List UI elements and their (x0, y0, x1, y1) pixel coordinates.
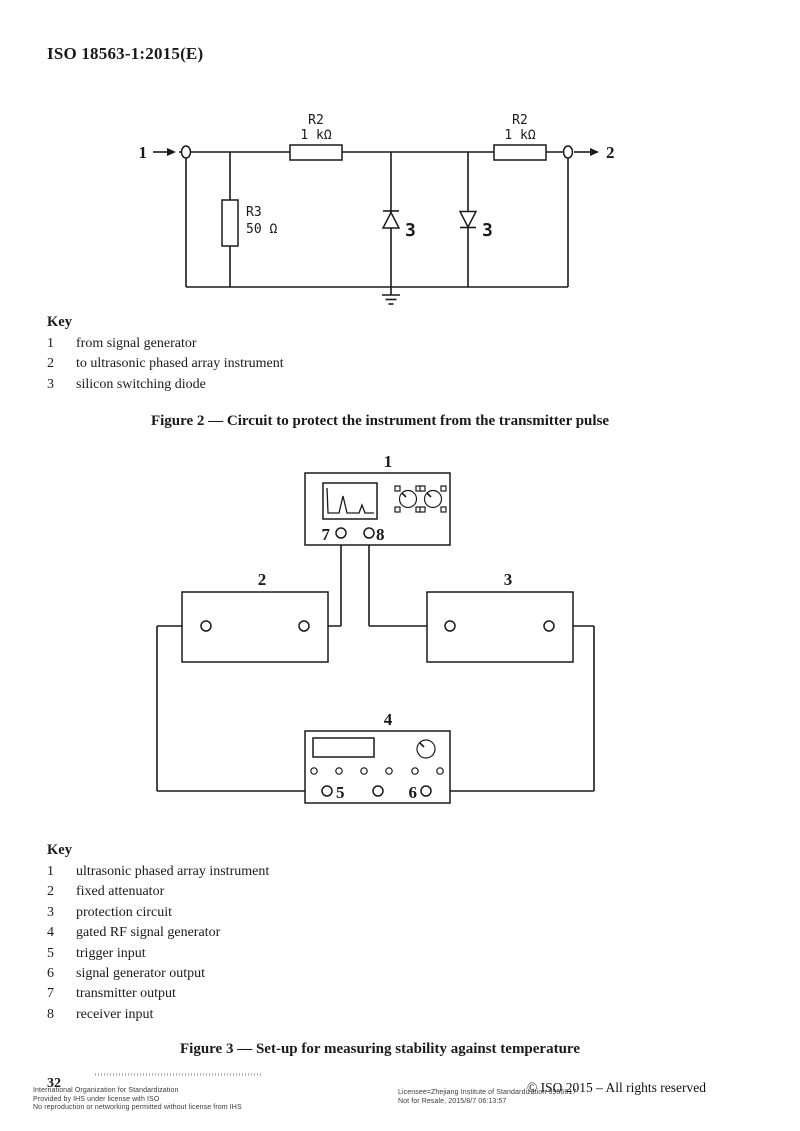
key-title: Key (47, 842, 72, 858)
callout-conn7: 7 (321, 525, 330, 544)
callout-conn5: 5 (336, 783, 345, 802)
r3-value-label: 50 Ω (246, 222, 278, 237)
callout-box1: 1 (383, 452, 393, 471)
figure3-caption: Figure 3 — Set-up for measuring stability against temperature (180, 1041, 580, 1057)
circuit-wires (153, 148, 599, 287)
callout-box2: 2 (257, 570, 267, 589)
protection-left-terminal (445, 621, 455, 631)
transmitter-output-terminal (336, 528, 346, 538)
document-header: ISO 18563-1:2015(E) (47, 44, 204, 63)
generator-middle-terminal (373, 786, 383, 796)
footer-line: Licensee=Zhejiang Institute of Standardization 5956617 (398, 1089, 577, 1096)
generator-display (313, 738, 374, 757)
key-item: 8 receiver input (47, 1006, 154, 1022)
r3-name-label: R3 (246, 205, 262, 220)
input-terminal (182, 146, 191, 158)
key-item: 1 from signal generator (47, 336, 197, 351)
receiver-input-terminal (364, 528, 374, 538)
trigger-input-terminal (322, 786, 332, 796)
key-item: 3 silicon switching diode (47, 376, 206, 392)
callout-3a: 3 (405, 220, 416, 241)
footer-left-block (33, 1087, 242, 1113)
attenuator-box (182, 592, 328, 662)
callout-conn8: 8 (376, 525, 385, 544)
footer-line: Provided by IHS under license with ISO (33, 1095, 160, 1103)
footer-line: International Organization for Standardization (33, 1087, 179, 1094)
key-item: 3 protection circuit (47, 904, 173, 920)
input-arrow-icon (167, 148, 176, 156)
r2a-value-label: 1 kΩ (300, 128, 332, 143)
figure2-key (47, 314, 284, 397)
resistor-r2b (494, 145, 546, 160)
r2b-name-label: R2 (512, 113, 528, 128)
page-number: 32 (47, 1076, 61, 1091)
key-item: 2 to ultrasonic phased array instrument (47, 356, 284, 372)
r2a-name-label: R2 (308, 113, 324, 128)
key-item: 4 gated RF signal generator (47, 925, 221, 941)
protection-right-terminal (544, 621, 554, 631)
illegible-microtext (95, 1073, 263, 1076)
copyright-notice: © ISO 2015 – All rights reserved (527, 1080, 706, 1095)
resistor-r3 (222, 200, 238, 246)
figure2-caption: Figure 2 — Circuit to protect the instrument from the transmitter pulse (150, 413, 610, 429)
ground-icon (382, 287, 400, 304)
figure3-key (47, 842, 269, 1027)
resistor-r2a (290, 145, 342, 160)
output-arrow-icon (590, 148, 599, 156)
generator-output-terminal (421, 786, 431, 796)
callout-3b: 3 (482, 220, 493, 241)
diode-a (383, 211, 399, 228)
key-item: 1 ultrasonic phased array instrument (47, 864, 270, 879)
callout-box3: 3 (503, 570, 513, 589)
key-item: 7 transmitter output (47, 986, 176, 1002)
knob-icon (417, 740, 435, 758)
key-item: 6 signal generator output (47, 965, 206, 981)
attenuator-left-terminal (201, 621, 211, 631)
output-terminal (564, 146, 573, 158)
callout-2: 2 (606, 143, 615, 162)
generator-box (305, 731, 450, 803)
figure3-diagram (140, 445, 610, 820)
key-item: 5 trigger input (47, 945, 146, 961)
callout-box4: 4 (383, 710, 393, 729)
attenuator-right-terminal (299, 621, 309, 631)
figure2-schematic (120, 95, 640, 320)
r2b-value-label: 1 kΩ (504, 128, 536, 143)
diode-b (460, 212, 476, 228)
footer-line: No reproduction or networking permitted without license from IHS (33, 1104, 242, 1111)
callout-conn6: 6 (408, 783, 417, 802)
protection-box (427, 592, 573, 662)
key-item: 2 fixed attenuator (47, 884, 165, 900)
callout-1: 1 (138, 143, 147, 162)
footer-line: Not for Resale, 2015/8/7 06:13:57 (398, 1097, 507, 1105)
key-title: Key (47, 314, 72, 330)
